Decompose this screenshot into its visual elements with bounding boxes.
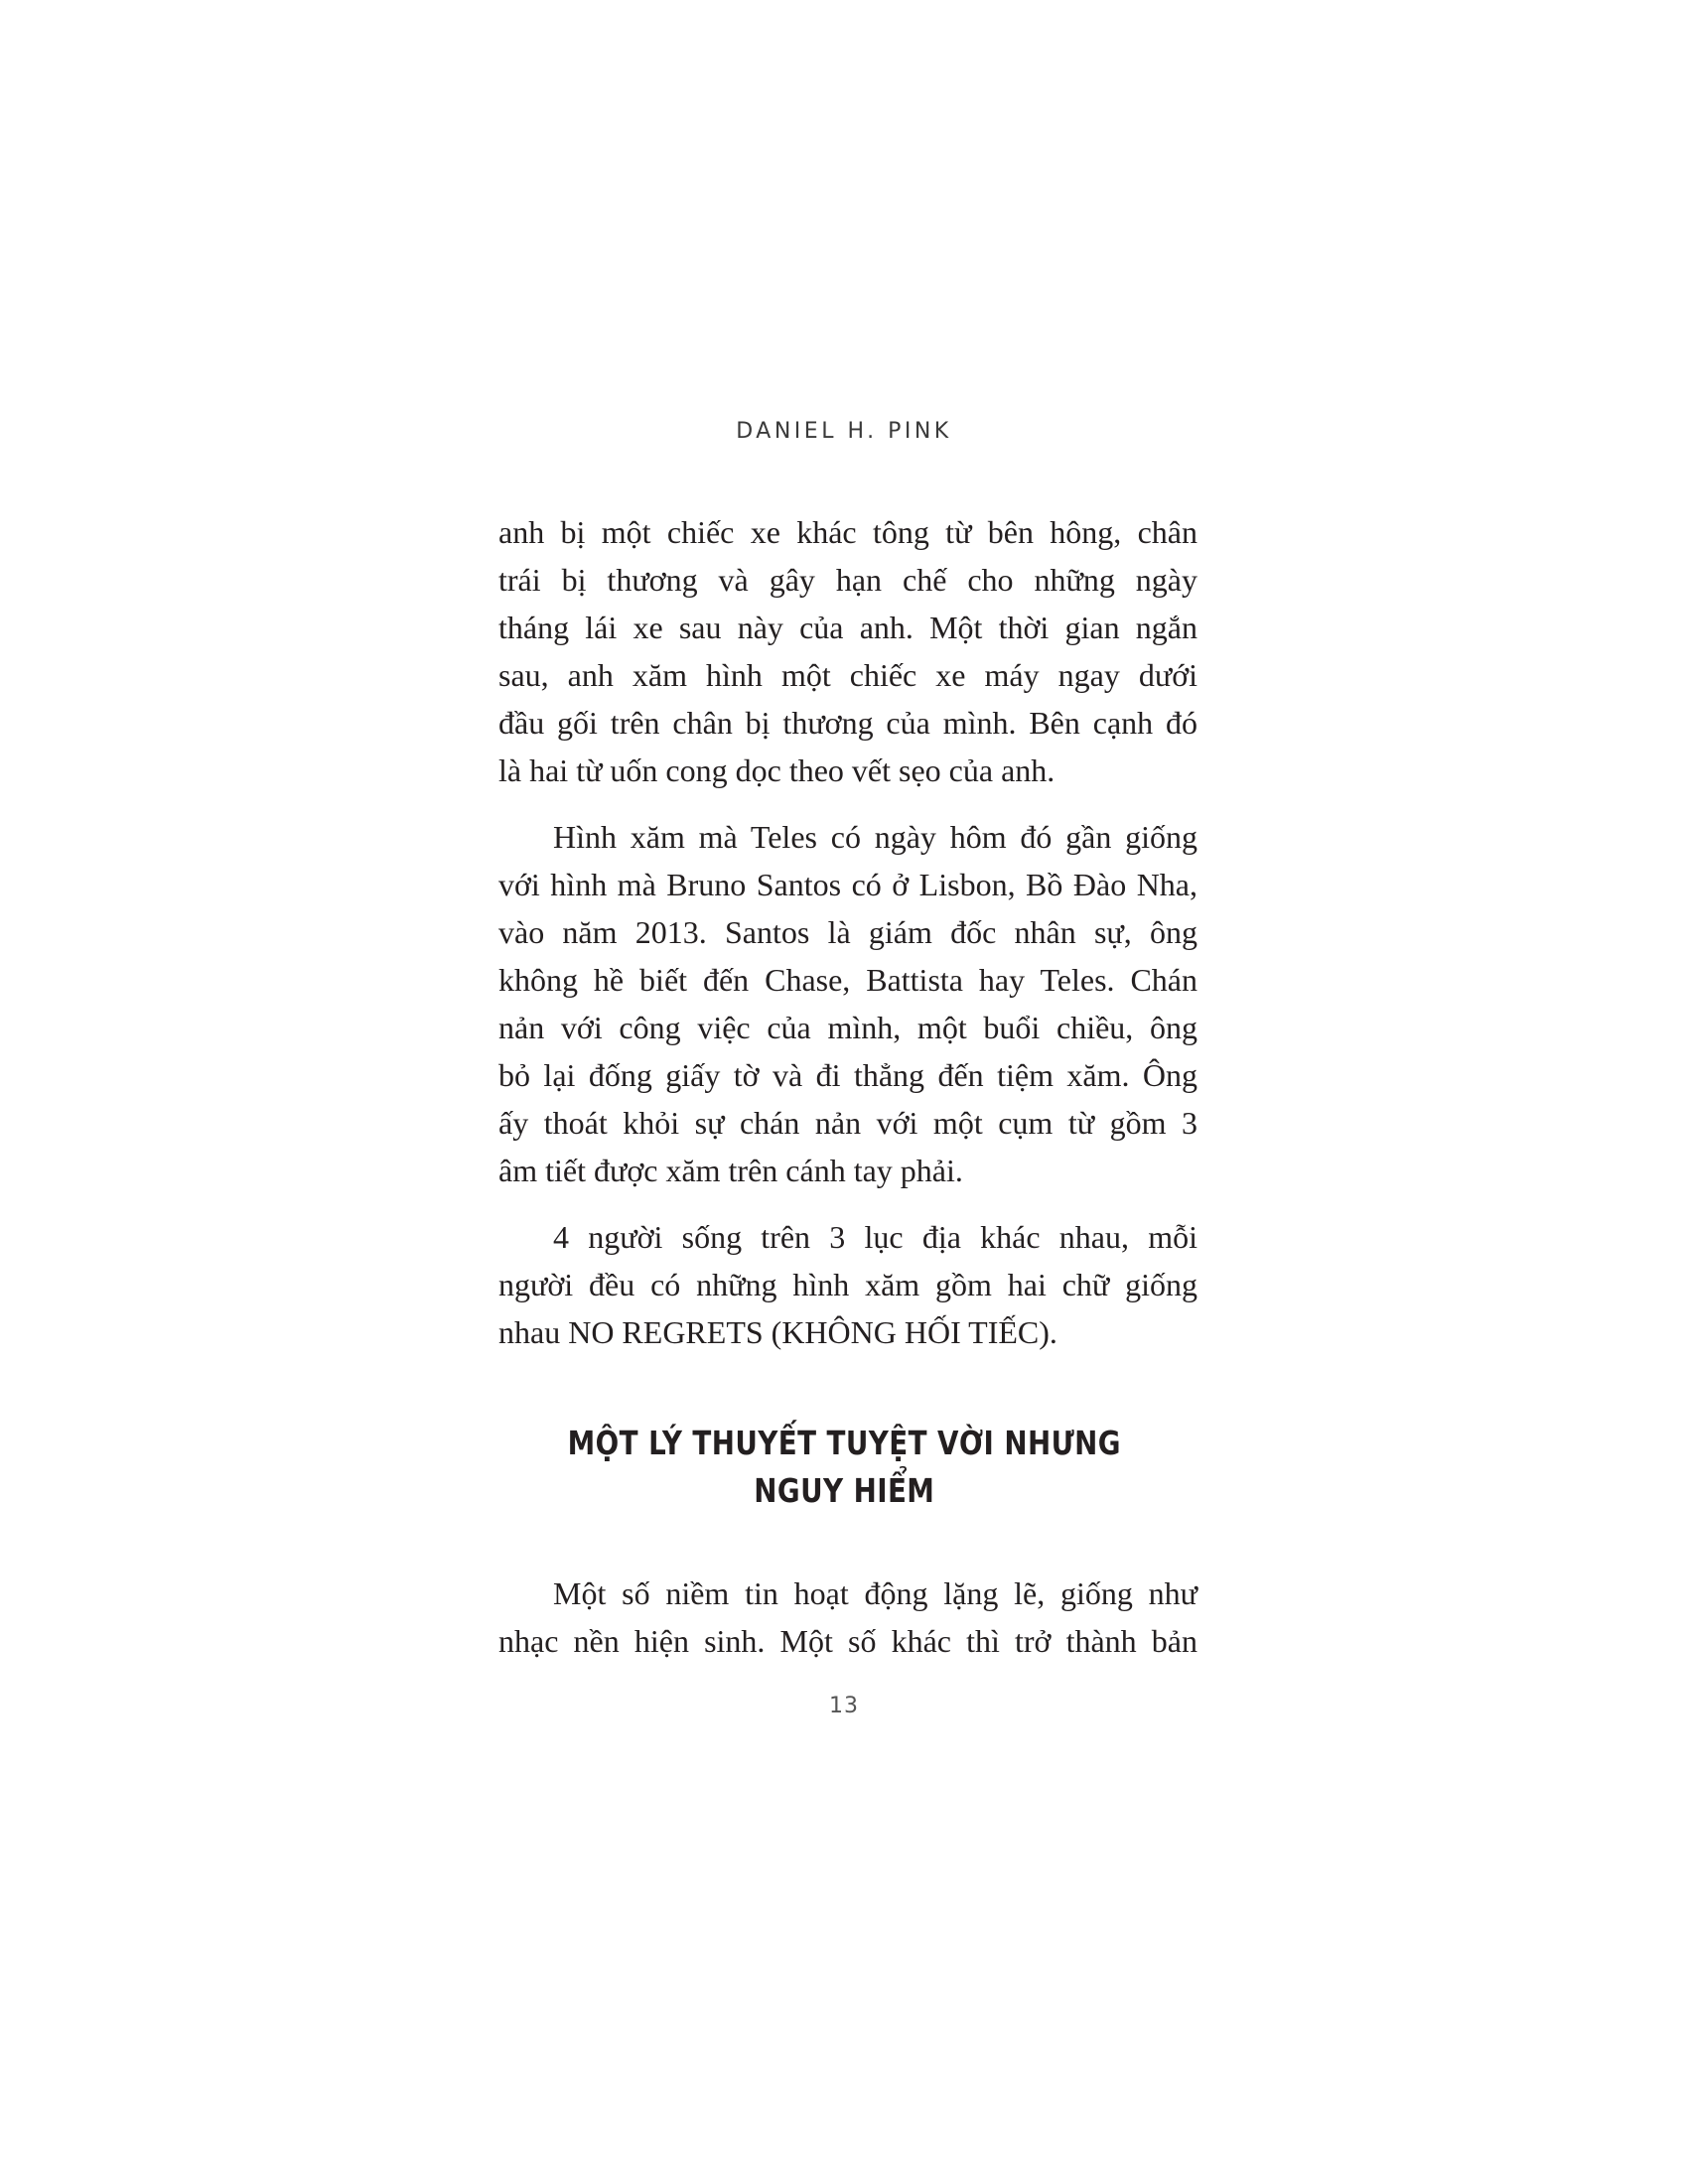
running-head: DANIEL H. PINK (736, 419, 952, 444)
text-line: với hình mà Bruno Santos có ở Lisbon, Bồ Đào Nha, (498, 867, 1197, 902)
section-heading-line-1: MỘT LÝ THUYẾT TUYỆT VỜI NHƯNG (567, 1424, 1121, 1462)
text-line: đầu gối trên chân bị thương của mình. Bên cạnh đó (498, 705, 1197, 741)
text-line: anh bị một chiếc xe khác tông từ bên hông, chân (498, 514, 1197, 550)
text-line: không hề biết đến Chase, Battista hay Teles. Chán (498, 962, 1197, 998)
text-line: người đều có những hình xăm gồm hai chữ giống (498, 1267, 1197, 1302)
text-line: Một số niềm tin hoạt động lặng lẽ, giống như (553, 1575, 1197, 1611)
paragraph-4 (498, 1570, 1197, 1665)
section-heading-line-2: NGUY HIỂM (754, 1471, 935, 1510)
paragraph-3 (498, 1213, 1197, 1356)
text-line: là hai từ uốn cong dọc theo vết sẹo của anh. (498, 752, 1055, 788)
text-line: tháng lái xe sau này của anh. Một thời gian ngắn (498, 610, 1197, 645)
text-line: 4 người sống trên 3 lục địa khác nhau, mỗi (553, 1219, 1197, 1255)
text-line: nhạc nền hiện sinh. Một số khác thì trở thành bản (498, 1623, 1197, 1659)
text-line: nản với công việc của mình, một buổi chiều, ông (498, 1010, 1197, 1045)
page-number: 13 (829, 1694, 859, 1718)
text-line: âm tiết được xăm trên cánh tay phải. (498, 1153, 963, 1188)
text-line: Hình xăm mà Teles có ngày hôm đó gần giống (553, 819, 1197, 855)
paragraph-2 (498, 813, 1197, 1194)
text-line: nhau NO REGRETS (KHÔNG HỐI TIẾC). (498, 1314, 1057, 1350)
text-line: vào năm 2013. Santos là giám đốc nhân sự, ông (498, 914, 1197, 950)
section-heading (135, 1420, 1553, 1515)
paragraph-1 (498, 508, 1197, 794)
text-line: trái bị thương và gây hạn chế cho những ngày (498, 562, 1197, 598)
text-line: sau, anh xăm hình một chiếc xe máy ngay dưới (498, 657, 1197, 693)
text-line: bỏ lại đống giấy tờ và đi thẳng đến tiệm xăm. Ông (498, 1057, 1197, 1093)
text-line: ấy thoát khỏi sự chán nản với một cụm từ gồm 3 (498, 1105, 1197, 1141)
